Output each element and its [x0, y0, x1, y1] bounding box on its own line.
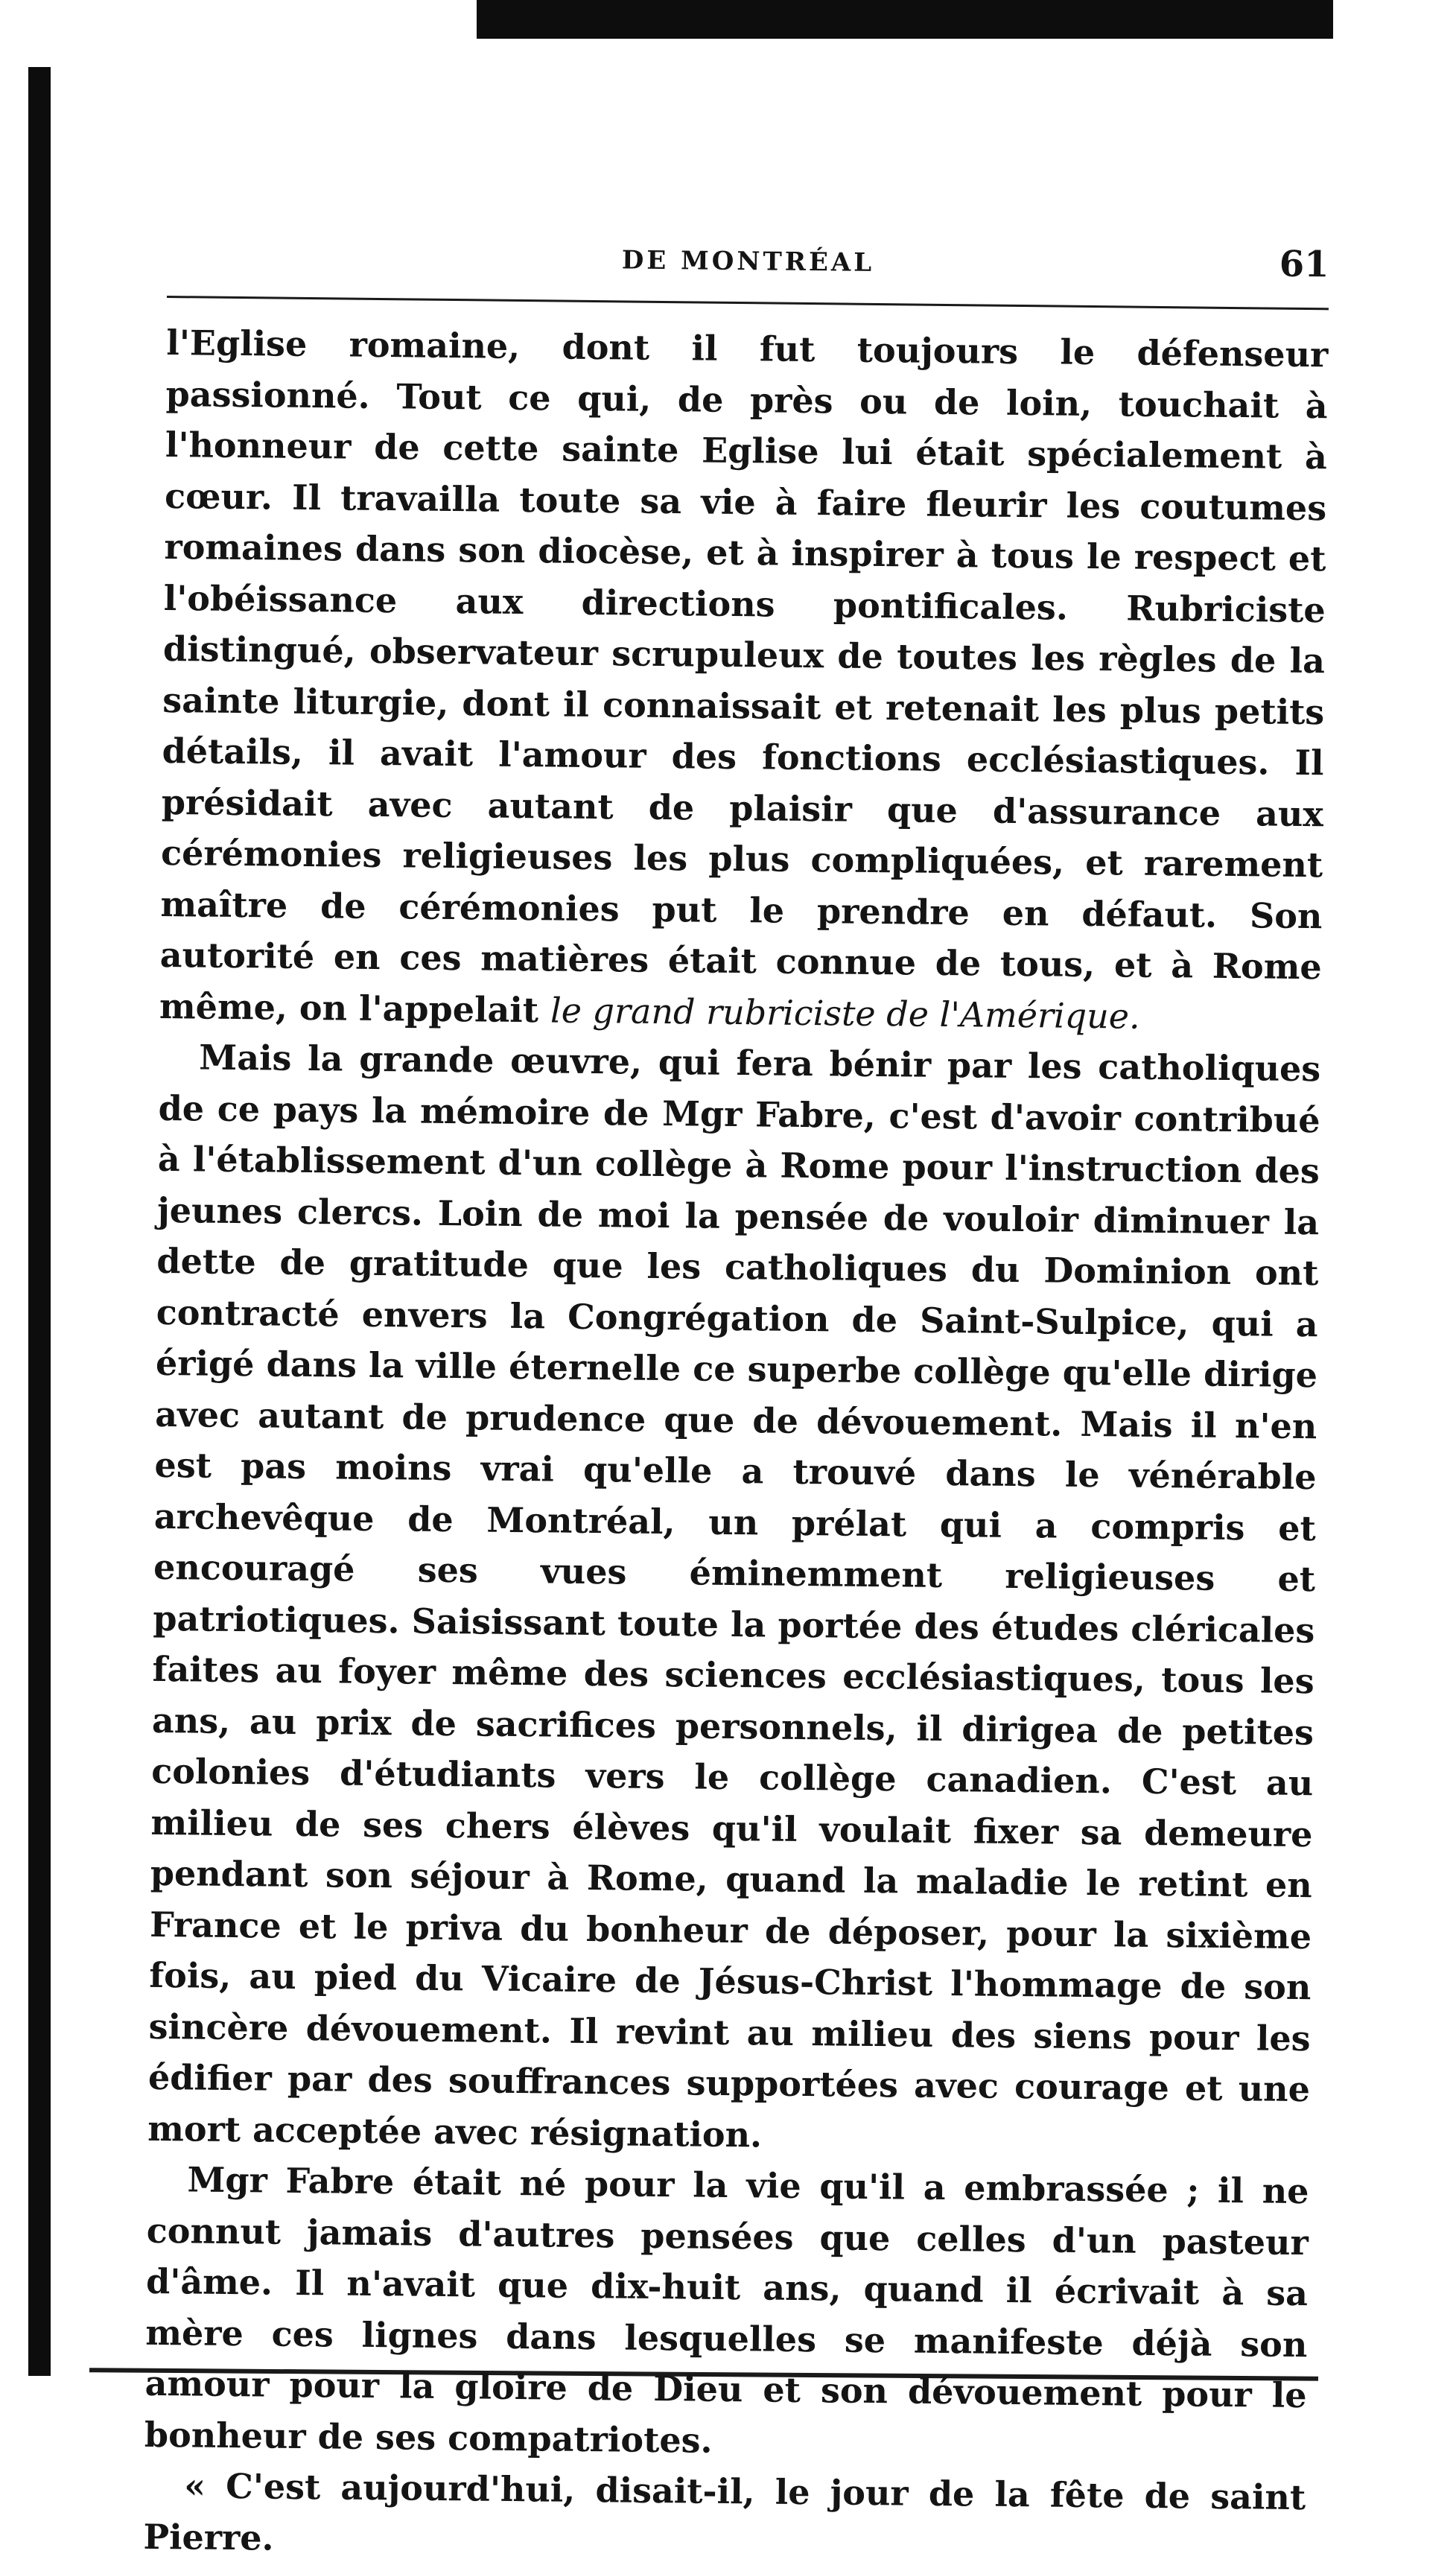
paragraph-1-text: l'Eglise romaine, dont il fut toujours le défenseur passionné. Tout ce qui, de près ou de loin, touchait à l'honneur de cette sainte Eglise lui était spécialement à cœur. Il travailla toute sa vie à faire fleurir les coutumes romaines dans son diocèse, et à inspirer à tous le respect et l'obéissance aux directions pontificales. Rubriciste distingué, observateur scrupuleux de toutes les règles de la sainte liturgie, dont il connaissait et retenait les plus petits détails, il avait l'amour des fonctions ecclésiastiques. Il présidait avec autant de plaisir que d'assurance aux cérémonies religieuses les plus compliquées, et rarement maître de cérémonies put le prendre en défaut. Son autorité en ces matières était connue de tous, et à Rome même, on l'appelait — [159, 322, 1329, 1030]
running-head — [167, 227, 1329, 291]
running-title: DE MONTRÉAL — [621, 245, 875, 278]
body-text — [143, 317, 1328, 2574]
paragraph-1 — [159, 317, 1329, 1043]
scan-border-left — [28, 67, 51, 2376]
paragraph-4: « C'est aujourd'hui, disait-il, le jour de la fête de saint Pierre. — [143, 2465, 1306, 2558]
paragraph-1-italic: le grand rubriciste de l'Amérique. — [550, 989, 1140, 1037]
paragraph-3: Mgr Fabre était né pour la vie qu'il a embrassée ; il ne connut jamais d'autres pensées que celles d'un pasteur d'âme. Il n'avait que dix-huit ans, quand il écrivait à sa mère ces lignes dans lesquelles se manifeste déjà son amour pour la gloire de Dieu et son dévouement pour le bonheur de ses compatriotes. — [144, 2159, 1309, 2461]
paragraph-2: Mais la grande œuvre, qui fera bénir par les catholiques de ce pays la mémoire de Mgr Fabre, c'est d'avoir contribué à l'établissement d'un collège à Rome pour l'instruction des jeunes clercs. Loin de moi la pensée de vouloir diminuer la dette de gratitude que les catholiques du Dominion ont contracté envers la Congrégation de Saint-Sulpice, qui a érigé dans la ville éternelle ce superbe collège qu'elle dirige avec autant de prudence que de dévouement. Mais il n'en est pas moins vrai qu'elle a trouvé dans le vénérable archevêque de Montréal, un prélat qui a compris et encouragé ses vues éminemment religieuses et patriotiques. Saisissant toute la portée des études cléricales faites au foyer même des sciences ecclésiastiques, tous les ans, au prix de sacrifices personnels, il dirigea de petites colonies d'étudiants vers le collège canadien. C'est au milieu de ses chers élèves qu'il voulait fixer sa demeure pendant son séjour à Rome, quand la maladie le retint en France et le priva du bonheur de déposer, pour la sixième fois, au pied du Vicaire de Jésus-Christ l'hommage de son sincère dévouement. Il revint au milieu des siens pour les édifier par des souffrances supportées avec courage et une mort acceptée avec résignation. — [147, 1037, 1321, 2155]
page-number: 61 — [1279, 243, 1329, 286]
header-rule — [167, 296, 1329, 310]
scan-border-top — [477, 0, 1333, 39]
book-page — [143, 227, 1329, 2574]
